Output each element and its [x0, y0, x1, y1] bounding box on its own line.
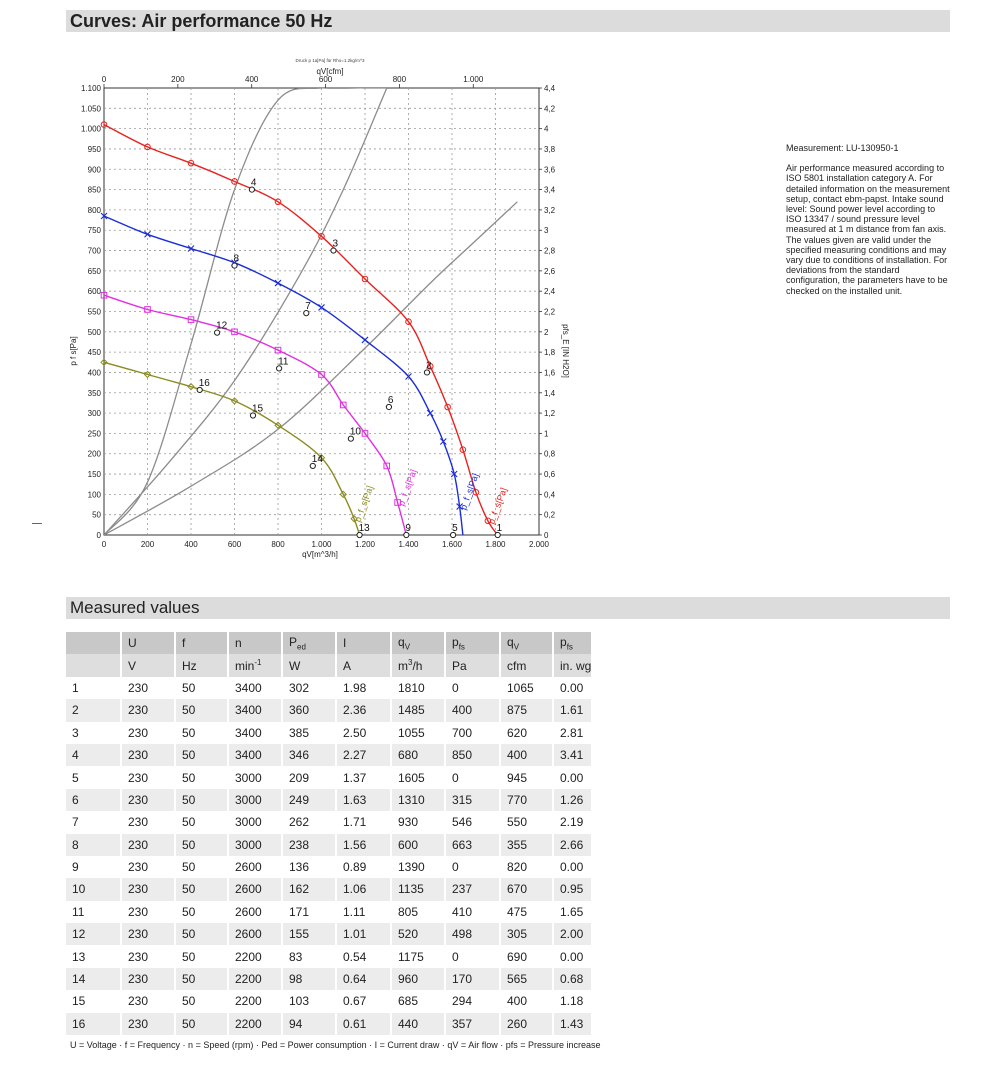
table-cell: 12 — [66, 923, 122, 945]
table-cell: 0 — [446, 856, 501, 878]
table-cell: 0.00 — [554, 945, 591, 967]
table-cell: 1390 — [392, 856, 446, 878]
table-cell: 50 — [176, 968, 229, 990]
y2-tick-label: 1,8 — [544, 348, 556, 358]
table-unit-cell: Pa — [446, 654, 501, 676]
table-unit-cell: W — [283, 654, 337, 676]
table-cell: 2600 — [229, 856, 283, 878]
y-axis-label: p f s[Pa] — [69, 336, 78, 366]
y-tick-label: 150 — [87, 470, 101, 480]
table-cell: 16 — [66, 1013, 122, 1035]
table-cell: 600 — [392, 834, 446, 856]
table-header-cell: $q_V$ — [501, 632, 554, 654]
table-cell: 103 — [283, 990, 337, 1012]
y2-tick-label: 0,8 — [544, 449, 556, 459]
table-cell: 546 — [446, 811, 501, 833]
operating-point-label: 15 — [251, 403, 264, 415]
table-cell: 3400 — [229, 677, 283, 699]
table-cell: 2.00 — [554, 923, 591, 945]
table-cell: 346 — [283, 744, 337, 766]
table-header-cell: I — [337, 632, 392, 654]
measurement-id: Measurement: LU-130950-1 — [786, 143, 899, 153]
table-cell: 1485 — [392, 699, 446, 721]
table-cell: 230 — [122, 744, 176, 766]
y-tick-label: 50 — [92, 510, 101, 520]
table-header-cell — [66, 632, 122, 654]
table-cell: 9 — [66, 856, 122, 878]
table-cell: 1.71 — [337, 811, 392, 833]
operating-point-label: 14 — [311, 453, 323, 465]
table-header-cell: U — [122, 632, 176, 654]
table-header-row — [66, 632, 591, 654]
y2-tick-label: 1,6 — [544, 368, 556, 378]
table-row — [66, 1013, 591, 1035]
table-cell: 15 — [66, 990, 122, 1012]
table-cell: 820 — [501, 856, 554, 878]
y-tick-label: 900 — [87, 165, 101, 175]
table-cell: 400 — [446, 699, 501, 721]
table-cell: 249 — [283, 789, 337, 811]
table-cell: 238 — [283, 834, 337, 856]
table-cell: 50 — [176, 699, 229, 721]
operating-point-label: 12 — [216, 320, 228, 332]
table-legend: U = Voltage · f = Frequency · n = Speed (rpm) · Ped = Power consumption · I = Current draw · qV = Air flow · pfs = Pressure increase — [70, 1040, 601, 1050]
table-cell: 0.00 — [554, 677, 591, 699]
x-tick-label: 200 — [140, 540, 155, 549]
table-cell: 11 — [66, 901, 122, 923]
y2-tick-label: 0,2 — [544, 510, 556, 520]
measured-section-header — [66, 597, 950, 619]
operating-point-label: 3 — [332, 238, 339, 250]
x2-tick-label: 0 — [101, 75, 107, 84]
table-cell: 50 — [176, 901, 229, 923]
y-tick-label: 200 — [87, 449, 101, 459]
table-cell: 136 — [283, 856, 337, 878]
table-cell: 0.64 — [337, 968, 392, 990]
y2-tick-label: 3,6 — [544, 165, 556, 175]
table-cell: 230 — [122, 856, 176, 878]
x-tick-label: 2.000 — [528, 540, 550, 549]
table-unit-cell: $\min^{-1}$ — [229, 654, 283, 676]
table-cell: 230 — [122, 968, 176, 990]
table-cell: 1.37 — [337, 766, 392, 788]
table-cell: 960 — [392, 968, 446, 990]
series-label: p_f_s[Pa] — [396, 468, 419, 508]
y-tick-label: 800 — [87, 205, 101, 215]
table-header-cell: $q_V$ — [392, 632, 446, 654]
table-cell: 50 — [176, 766, 229, 788]
table-cell: 550 — [501, 811, 554, 833]
y2-tick-label: 3,2 — [544, 205, 556, 215]
y2-tick-label: 2,8 — [544, 246, 556, 256]
y2-tick-label: 0,4 — [544, 490, 556, 500]
operating-point-label: 6 — [387, 394, 394, 406]
table-row — [66, 878, 591, 900]
y2-tick-label: 1,4 — [544, 388, 556, 398]
table-cell: 670 — [501, 878, 554, 900]
measurement-note — [786, 143, 952, 296]
operating-point-label: 11 — [278, 356, 289, 368]
table-cell: 94 — [283, 1013, 337, 1035]
y-tick-label: 550 — [87, 307, 101, 317]
table-cell: 50 — [176, 856, 229, 878]
table-cell: 410 — [446, 901, 501, 923]
table-cell: 875 — [501, 699, 554, 721]
table-cell: 1810 — [392, 677, 446, 699]
table-cell: 230 — [122, 722, 176, 744]
table-cell: 98 — [283, 968, 337, 990]
table-cell: 0.89 — [337, 856, 392, 878]
y2-tick-label: 1,2 — [544, 409, 556, 419]
operating-point-label: 8 — [233, 253, 240, 265]
table-cell: 3400 — [229, 699, 283, 721]
table-unit-cell: A — [337, 654, 392, 676]
table-cell: 2.36 — [337, 699, 392, 721]
y2-tick-label: 2 — [544, 327, 549, 337]
table-row — [66, 677, 591, 699]
table-cell: 14 — [66, 968, 122, 990]
table-cell: 1.65 — [554, 901, 591, 923]
y-tick-label: 950 — [87, 144, 101, 154]
table-cell: 6 — [66, 789, 122, 811]
table-cell: 3000 — [229, 789, 283, 811]
table-cell: 4 — [66, 744, 122, 766]
table-cell: 1 — [66, 677, 122, 699]
table-cell: 3000 — [229, 834, 283, 856]
table-cell: 945 — [501, 766, 554, 788]
table-header-cell: $P_{ed}$ — [283, 632, 337, 654]
table-cell: 770 — [501, 789, 554, 811]
table-cell: 305 — [501, 923, 554, 945]
table-cell: 0 — [446, 677, 501, 699]
table-unit-cell — [66, 654, 122, 676]
table-cell: 2200 — [229, 968, 283, 990]
measurement-description: Air performance measured according to ISO 5801 installation category A. For detailed information on the measurement setup, contact ebm-papst. Intake sound level: Sound power level according to ISO 13347 / sound pressure level measured at 1 m distance from fan axis. The values given are valid under the specified measuring conditions and may vary due to conditions of installation. For deviations from the standard configuration, the parameters have to be checked on the installed unit. — [786, 163, 950, 296]
table-cell: 1.56 — [337, 834, 392, 856]
x-tick-label: 600 — [227, 540, 242, 549]
y-tick-label: 650 — [87, 266, 101, 276]
series-label: p_f_s[Pa] — [486, 486, 509, 526]
y-tick-label: 350 — [87, 388, 101, 398]
table-cell: 50 — [176, 834, 229, 856]
table-cell: 2600 — [229, 923, 283, 945]
table-header-cell: $p_{fs}$ — [554, 632, 591, 654]
table-cell: 5 — [66, 766, 122, 788]
operating-point-label: 9 — [405, 523, 411, 534]
table-cell: 230 — [122, 1013, 176, 1035]
table-cell: 237 — [446, 878, 501, 900]
table-cell: 230 — [122, 945, 176, 967]
table-cell: 1.11 — [337, 901, 392, 923]
table-cell: 230 — [122, 990, 176, 1012]
table-row — [66, 722, 591, 744]
table-cell: 294 — [446, 990, 501, 1012]
table-unit-cell: V — [122, 654, 176, 676]
table-cell: 2.66 — [554, 834, 591, 856]
table-cell: 2.81 — [554, 722, 591, 744]
table-cell: 50 — [176, 1013, 229, 1035]
y-tick-label: 1.000 — [80, 124, 101, 134]
table-unit-cell: cfm — [501, 654, 554, 676]
series-label: p_f_s[Pa] — [458, 472, 481, 512]
table-cell: 0 — [446, 945, 501, 967]
table-cell: 302 — [283, 677, 337, 699]
table-cell: 0.68 — [554, 968, 591, 990]
table-unit-cell: Hz — [176, 654, 229, 676]
y2-tick-label: 2,2 — [544, 307, 556, 317]
table-header-cell: n — [229, 632, 283, 654]
table-cell: 1055 — [392, 722, 446, 744]
table-cell: 50 — [176, 945, 229, 967]
table-row — [66, 923, 591, 945]
table-cell: 0.67 — [337, 990, 392, 1012]
y2-tick-label: 2,6 — [544, 266, 556, 276]
table-row — [66, 766, 591, 788]
measured-values-table — [66, 632, 591, 1035]
table-row — [66, 789, 591, 811]
curves-section-header — [66, 10, 950, 32]
table-cell: 400 — [501, 990, 554, 1012]
x2-tick-label: 200 — [171, 75, 185, 84]
table-cell: 315 — [446, 789, 501, 811]
table-cell: 170 — [446, 968, 501, 990]
table-cell: 620 — [501, 722, 554, 744]
table-cell: 1135 — [392, 878, 446, 900]
side-dash — [32, 523, 42, 524]
air-performance-chart — [0, 40, 580, 565]
table-cell: 50 — [176, 744, 229, 766]
table-cell: 2200 — [229, 1013, 283, 1035]
x-axis-label: qV[m^3/h] — [302, 550, 338, 559]
table-cell: 360 — [283, 699, 337, 721]
table-cell: 230 — [122, 811, 176, 833]
y-tick-label: 1.050 — [80, 104, 101, 114]
table-cell: 155 — [283, 923, 337, 945]
table-cell: 1.18 — [554, 990, 591, 1012]
table-cell: 230 — [122, 923, 176, 945]
table-cell: 1.43 — [554, 1013, 591, 1035]
y2-tick-label: 1 — [544, 429, 549, 439]
table-cell: 0.00 — [554, 856, 591, 878]
table-cell: 83 — [283, 945, 337, 967]
x2-tick-label: 400 — [245, 75, 259, 84]
table-cell: 1065 — [501, 677, 554, 699]
operating-point-label: 7 — [305, 301, 311, 313]
y2-tick-label: 0,6 — [544, 470, 556, 480]
table-cell: 2.50 — [337, 722, 392, 744]
table-cell: 260 — [501, 1013, 554, 1035]
table-cell: 230 — [122, 789, 176, 811]
x-tick-label: 0 — [101, 540, 107, 549]
chart-subtitle: Druck p 1a[Pa] für Rho=1.2kg/m^3 — [295, 58, 365, 63]
y2-tick-label: 4,2 — [544, 104, 556, 114]
table-row — [66, 990, 591, 1012]
y2-tick-label: 2,4 — [544, 287, 556, 297]
x-tick-label: 1.600 — [441, 540, 463, 549]
table-cell: 385 — [283, 722, 337, 744]
table-cell: 805 — [392, 901, 446, 923]
table-cell: 1.01 — [337, 923, 392, 945]
y-tick-label: 1.100 — [80, 84, 101, 93]
table-cell: 520 — [392, 923, 446, 945]
table-cell: 171 — [283, 901, 337, 923]
y-tick-label: 600 — [87, 287, 101, 297]
x-tick-label: 1.200 — [354, 540, 376, 549]
table-cell: 357 — [446, 1013, 501, 1035]
table-cell: 1.63 — [337, 789, 392, 811]
table-cell: 700 — [446, 722, 501, 744]
y-tick-label: 450 — [87, 348, 101, 358]
y-tick-label: 700 — [87, 246, 101, 256]
table-cell: 2600 — [229, 878, 283, 900]
y-tick-label: 0 — [96, 531, 101, 540]
x2-axis-label: qV[cfm] — [316, 67, 344, 76]
table-cell: 50 — [176, 677, 229, 699]
operating-point-label: 10 — [349, 426, 361, 438]
operating-point-label: 16 — [198, 377, 210, 389]
table-row — [66, 834, 591, 856]
table-cell: 2.19 — [554, 811, 591, 833]
table-cell: 1.26 — [554, 789, 591, 811]
table-cell: 685 — [392, 990, 446, 1012]
table-cell: 355 — [501, 834, 554, 856]
table-cell: 475 — [501, 901, 554, 923]
y-tick-label: 750 — [87, 226, 101, 236]
table-cell: 2200 — [229, 990, 283, 1012]
table-cell: 850 — [446, 744, 501, 766]
table-unit-cell: in. wg — [554, 654, 591, 676]
table-cell: 230 — [122, 699, 176, 721]
table-cell: 0.00 — [554, 766, 591, 788]
table-cell: 1310 — [392, 789, 446, 811]
table-cell: 2.27 — [337, 744, 392, 766]
table-row — [66, 968, 591, 990]
table-row — [66, 744, 591, 766]
table-cell: 3 — [66, 722, 122, 744]
table-cell: 3000 — [229, 766, 283, 788]
table-cell: 50 — [176, 990, 229, 1012]
x-tick-label: 400 — [184, 540, 198, 549]
table-cell: 680 — [392, 744, 446, 766]
table-cell: 50 — [176, 923, 229, 945]
table-cell: 262 — [283, 811, 337, 833]
table-cell: 1.98 — [337, 677, 392, 699]
table-cell: 13 — [66, 945, 122, 967]
table-cell: 498 — [446, 923, 501, 945]
table-cell: 230 — [122, 901, 176, 923]
table-units-row — [66, 654, 591, 676]
operating-point-label: 1 — [496, 523, 503, 534]
table-cell: 230 — [122, 677, 176, 699]
table-cell: 2 — [66, 699, 122, 721]
x-tick-label: 800 — [271, 540, 285, 549]
table-cell: 8 — [66, 834, 122, 856]
table-cell: 1.06 — [337, 878, 392, 900]
y-tick-label: 300 — [87, 409, 101, 419]
table-cell: 209 — [283, 766, 337, 788]
table-cell: 565 — [501, 968, 554, 990]
y-tick-label: 100 — [87, 490, 101, 500]
x-tick-label: 1.800 — [485, 540, 506, 549]
table-cell: 230 — [122, 766, 176, 788]
y2-tick-label: 4 — [544, 124, 549, 134]
table-cell: 230 — [122, 878, 176, 900]
table-cell: 162 — [283, 878, 337, 900]
table-cell: 50 — [176, 878, 229, 900]
x2-tick-label: 1.000 — [463, 75, 484, 84]
table-cell: 50 — [176, 722, 229, 744]
y2-tick-label: 3,4 — [544, 185, 556, 195]
operating-point-label: 13 — [358, 523, 370, 534]
operating-point-label: 4 — [250, 177, 257, 189]
table-header-cell: $p_{fs}$ — [446, 632, 501, 654]
table-cell: 10 — [66, 878, 122, 900]
table-cell: 50 — [176, 811, 229, 833]
y2-tick-label: 0 — [544, 531, 549, 540]
y2-tick-label: 4,4 — [544, 84, 556, 93]
table-cell: 3400 — [229, 722, 283, 744]
table-cell: 3.41 — [554, 744, 591, 766]
table-cell: 0 — [446, 766, 501, 788]
table-unit-cell: $m^3/h$ — [392, 654, 446, 676]
table-cell: 2200 — [229, 945, 283, 967]
table-cell: 0.54 — [337, 945, 392, 967]
table-cell: 0.61 — [337, 1013, 392, 1035]
y-tick-label: 850 — [87, 185, 101, 195]
table-cell: 440 — [392, 1013, 446, 1035]
y-tick-label: 250 — [87, 429, 101, 439]
table-cell: 663 — [446, 834, 501, 856]
table-row — [66, 901, 591, 923]
table-cell: 1.61 — [554, 699, 591, 721]
y2-axis-label: pfs_E [IN H2O] — [561, 324, 570, 378]
series-label: p_f_s[Pa] — [352, 484, 376, 524]
table-row — [66, 811, 591, 833]
measured-title: Measured values — [70, 598, 200, 617]
table-row — [66, 945, 591, 967]
table-row — [66, 856, 591, 878]
operating-point-label: 2 — [425, 360, 432, 372]
y-tick-label: 400 — [87, 368, 101, 378]
table-cell: 230 — [122, 834, 176, 856]
table-cell: 930 — [392, 811, 446, 833]
curves-title: Curves: Air performance 50 Hz — [70, 11, 333, 31]
table-header-cell: f — [176, 632, 229, 654]
table-cell: 400 — [501, 744, 554, 766]
operating-point-label: 5 — [452, 523, 458, 534]
table-cell: 2600 — [229, 901, 283, 923]
table-cell: 1175 — [392, 945, 446, 967]
table-cell: 3000 — [229, 811, 283, 833]
table-cell: 1605 — [392, 766, 446, 788]
table-cell: 7 — [66, 811, 122, 833]
y-tick-label: 500 — [87, 327, 101, 337]
x2-tick-label: 800 — [392, 75, 407, 84]
table-cell: 50 — [176, 789, 229, 811]
y2-tick-label: 3 — [544, 226, 549, 236]
x2-tick-label: 600 — [318, 75, 333, 84]
table-cell: 0.95 — [554, 878, 591, 900]
table-cell: 690 — [501, 945, 554, 967]
table-row — [66, 699, 591, 721]
table-cell: 3400 — [229, 744, 283, 766]
y2-tick-label: 3,8 — [544, 144, 556, 154]
x-tick-label: 1.400 — [398, 540, 419, 549]
x-tick-label: 1.000 — [311, 540, 332, 549]
